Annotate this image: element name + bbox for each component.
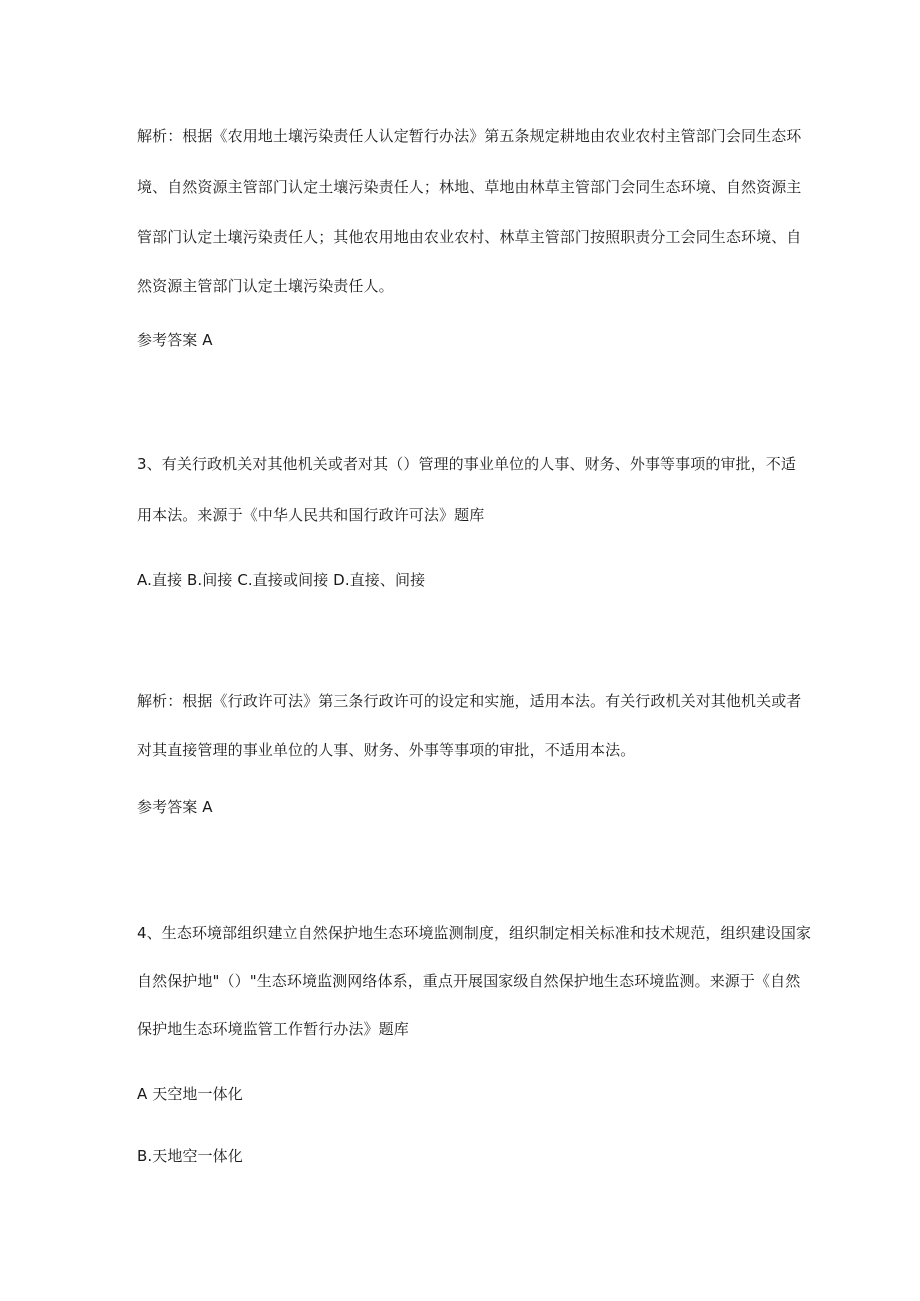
explanation-line: 解析：根据《行政许可法》第三条行政许可的设定和实施，适用本法。有关行政机关对其他机关或者 [137, 692, 802, 710]
answer-q2: 参考答案 A [137, 331, 213, 349]
explanation-line: 境、自然资源主管部门认定土壤污染责任人；林地、草地由林草主管部门会同生态环境、自然资源主 [137, 178, 802, 196]
option-b-q4: B.天地空一体化 [137, 1147, 243, 1165]
explanation-line: 解析：根据《农用地土壤污染责任人认定暂行办法》第五条规定耕地由农业农村主管部门会同生态环 [137, 127, 802, 145]
question-line: 4、生态环境部组织建立自然保护地生态环境监测制度，组织制定相关标准和技术规范，组织建设国家 [137, 924, 812, 942]
answer-q3: 参考答案 A [137, 798, 213, 816]
explanation-line: 管部门认定土壤污染责任人；其他农用地由农业农村、林草主管部门按照职责分工会同生态环境、自 [137, 228, 802, 246]
question-line: 自然保护地"（）"生态环境监测网络体系，重点开展国家级自然保护地生态环境监测。来源于《自然 [137, 972, 801, 990]
option-a-q4: A 天空地一体化 [137, 1085, 243, 1103]
options-q3: A.直接 B.间接 C.直接或间接 D.直接、间接 [137, 571, 426, 589]
explanation-line: 对其直接管理的事业单位的人事、财务、外事等事项的审批，不适用本法。 [137, 741, 636, 759]
question-line: 3、有关行政机关对其他机关或者对其（）管理的事业单位的人事、财务、外事等事项的审批，不适 [137, 455, 796, 473]
question-line: 保护地生态环境监管工作暂行办法》题库 [137, 1020, 409, 1038]
question-line: 用本法。来源于《中华人民共和国行政许可法》题库 [137, 506, 485, 524]
explanation-line: 然资源主管部门认定土壤污染责任人。 [137, 277, 394, 295]
